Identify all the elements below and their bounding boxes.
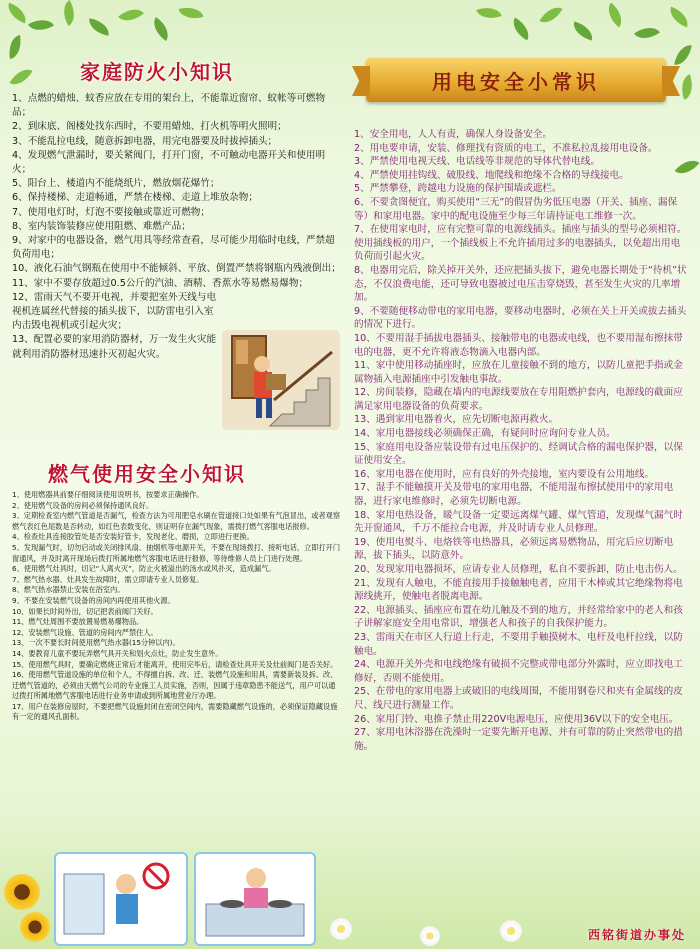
list-item: 23、雷雨天在市区人行道上行走，不要用手触摸树木、电杆及电杆拉线，以防触电。 (354, 631, 683, 657)
fire-title: 家庭防火小知识 (80, 60, 234, 84)
list-item: 9、对家中的电器设备，燃气用具等经常查看，尽可能少用临时电线，严禁超负荷用电； (12, 235, 335, 261)
list-item: 9、不要随便移动带电的家用电器，要移动电器时，必须在关上开关或拔去插头的情况下进行。 (354, 305, 687, 331)
list-item: 17、湿手不能触摸开关及带电的家用电器，不能用湿布擦拭使用中的家用电器，进行家电维修时，必须先切断电源。 (354, 482, 674, 508)
list-item: 2、用电要申请，安装、修理找有资质的电工，不准私拉乱接用电设备。 (354, 142, 658, 154)
list-item: 22、电源插头、插座应布置在幼儿触及不到的地方，并经常给家中的老人和孩子讲解家庭安全用电常识，增强老人和孩子的自我保护能力。 (354, 604, 683, 630)
list-item: 3、不能乱拉电线，随意拆卸电器，用完电器要及时拔掉插头； (12, 135, 278, 147)
list-item: 5、严禁攀登，跨越电力设施的保护围墙或遮栏。 (354, 183, 562, 195)
list-item: 27、家用电沐浴器在洗澡时一定要先断开电源、并有可靠的防止突然带电的措施。 (354, 727, 683, 752)
list-item: 4、检查灶具连接胶管处是否安装好管卡，发现老化、磨损，立即进行更换。 (12, 532, 254, 542)
footer-organization: 西铭街道办事处 (587, 928, 686, 942)
list-item: 8、电器用完后，除关掉开关外，还应把插头拔下，避免电器长期处于“待机”状态，不仅浪费电能，还可导致电器被过电压击穿烧毁，甚至发生火灾的几率增加。 (354, 264, 687, 304)
list-item: 1、安全用电，人人有责，确保人身设备安全。 (354, 129, 552, 140)
gas-list (12, 490, 342, 723)
stairs-illustration (222, 330, 340, 430)
list-item: 10、不要用湿手插拔电器插头、接触带电的电器或电线，也不要用湿布擦抹带电的电器，更不允许将液态物滴入电器内部。 (354, 332, 683, 358)
fire-list (12, 92, 342, 362)
elec-title: 用电安全小常识 (432, 69, 600, 94)
list-item: 5、发现漏气时，切勿启动或关闭排风扇、抽烟机等电源开关，不要在现场拨打、接听电话，立即打开门窗通风，并及时离开现场后拨打所属地燃气客服电话进行报修，等待维修人员上门进行处理。 (12, 542, 341, 563)
list-item: 7、使用电灯时，灯泡不要接触或靠近可燃物； (12, 206, 210, 218)
list-item: 2、到床底、阁楼处找东西时，不要用蜡烛、打火机等明火照明； (12, 121, 287, 133)
list-item: 11、燃气灶周围不要放置易燃易爆物品。 (12, 617, 144, 627)
list-item: 9、不要在安装燃气设备的房间内再使用其他火源。 (12, 595, 175, 605)
list-item: 13、配置必要的家用消防器材，万一发生火灾能就利用消防器材迅速扑灭初起火灾。 (12, 334, 217, 360)
list-item: 10、如果长时间外出，切记把表前阀门关好。 (12, 606, 158, 616)
elec-title-banner (366, 58, 666, 102)
list-item: 14、要教育儿童不要玩弄燃气具开关和划火点灶，防止发生意外。 (12, 648, 223, 658)
list-item: 16、家用电器在使用时，应有良好的外壳接地，室内要设有公用地线。 (354, 468, 655, 480)
list-item: 16、使用燃气管道设施的单位和个人，不得擅自拆、改、迁、装燃气设施和用具，需要新装及拆、改、迁燃气管道的，必须由天燃气公司的专业施工人员实施，否则，因属于违章隐患不能送气，用户可以通过拨打所属地燃气客服电话进行业务申请或到所属地营业厅办理。 (12, 670, 338, 701)
list-item: 6、保持楼梯、走道畅通，严禁在楼梯、走道上堆放杂物； (12, 192, 258, 204)
list-item: 3、严禁使用电视天线、电话线等非规范的导体代替电线。 (354, 156, 600, 168)
list-item: 11、家中不要存放超过0.5公斤的汽油、酒精、香蕉水等易燃易爆物； (12, 277, 309, 289)
list-item: 12、房间装修，隐藏在墙内的电源线要放在专用阻燃护套内，电源线的截面应满足家用电器设备的负荷要求。 (354, 387, 683, 412)
list-item: 1、点燃的蜡烛、蚊香应放在专用的架台上，不能靠近窗帘、蚊帐等可燃物品； (12, 93, 326, 119)
list-item: 2、使用燃气设备的房间必须保持通风良好。 (12, 500, 154, 510)
list-item: 8、燃气热水器禁止安装在浴室内。 (12, 585, 125, 595)
list-item: 7、在使用家电时，应有完整可靠的电源线插头。插座与插头的型号必须相符。使用插线板的用户，一个插线板上不允许插用过多的电器插头，以免超出用电负荷而引起火灾。 (354, 224, 687, 263)
list-item: 18、家用电热设备，暖气设备一定要远离煤气罐、煤气管道，发现煤气漏气时先开窗通风，千万不能拉合电源，并及时请专业人员修理。 (354, 509, 683, 535)
list-item: 15、家庭用电设备应装设带有过电压保护的、经调试合格的漏电保护器，以保证使用安全。 (354, 441, 683, 467)
list-item: 25、在带电的家用电器上或破旧的电线周围，不能用钢卷尺和夹有金属线的皮尺、线尺进行测量工作。 (354, 686, 683, 711)
list-item: 13、遇到家用电器着火，应先切断电源再救火。 (354, 414, 559, 426)
gas-title: 燃气使用安全小知识 (48, 462, 246, 486)
list-item: 3、定期检查室内燃气管道是否漏气，检查方法为可用肥皂水刷在管道接口处如果有气泡冒出，或者观察燃气表红色尾数是否转动，如红色表数变化，则证明存在漏气现象，需拨打燃气客服电话报修。 (12, 511, 341, 531)
list-item: 11、家中使用移动插座时，应放在儿童接触不到的地方，以防儿童把手指或金属物插入电源插座中引发触电事故。 (354, 360, 683, 385)
list-item: 12、雷雨天气不要开电视，并要把室外天线与电视机连属丝代替接的插头拔下，以防雷电引入室内击毁电视机或引起火灾； (12, 291, 217, 332)
list-item: 12、安装燃气设施、管道的房间内严禁住人。 (12, 627, 158, 637)
list-item: 15、使用燃气具时，要确定燃烧正常后才能离开，使用完毕后，请检查灶具开关及灶前阀门是否关好。 (12, 659, 338, 669)
list-item: 17、用户在装修房屋时，不要把燃气设施封闭在密闭空间内，需要隐藏燃气设施的，必须保证隐藏设施有一定的通风孔面积。 (12, 701, 338, 722)
list-item: 26、家用门铃、电推子禁止用220V电源电压，应使用36V以下的安全电压。 (354, 713, 679, 725)
list-item: 6、使用燃气灶具时，切记“人离火灭”，防止火被溢出的汤水或风扑灭，造成漏气。 (12, 564, 276, 574)
list-item: 21、发现有人触电，不能直接用手接触触电者，应用干木棒或其它绝缘物将电源线挑开，使触电者脱离电源。 (354, 577, 683, 603)
list-item: 13、一次不要长时间使用燃气热水器(15分钟以内)。 (12, 638, 180, 648)
list-item: 10、液化石油气钢瓶在使用中不能倾斜、平放、倒置严禁将钢瓶内残液倒出； (12, 263, 341, 275)
gas-illustration-right (194, 852, 316, 946)
list-item: 24、电源开关外壳和电线绝缘有破损不完整或带电部分外露时，应立即找电工修好，否则不能使用。 (354, 659, 683, 684)
elec-list (354, 128, 688, 753)
list-item: 5、阳台上、楼道内不能烧纸片，燃放烟花爆竹； (12, 178, 220, 190)
list-item: 14、家用电器接线必须确保正确，有疑问时应询问专业人员。 (354, 428, 616, 440)
list-item: 8、室内装饰装修应使用阻燃、难燃产品； (12, 220, 191, 232)
list-item: 19、使用电熨斗、电烙铁等电热器具，必须远离易燃物品，用完后应切断电源，拔下插头，以防意外。 (354, 536, 674, 562)
list-item: 4、严禁使用挂钩线、破股线、地爬线和绝缘不合格的导线接电。 (354, 169, 629, 181)
gas-illustration-left (54, 852, 188, 946)
list-item: 6、不要贪图便宜，购买使用“三无”的假冒伪劣低压电器（开关、插座、漏保等）和家用电器。家中的配电设施至少每三年请持证电工维修一次。 (354, 196, 678, 222)
list-item: 1、使用燃器具前要仔细阅读使用说明书，按要求正确操作。 (12, 490, 204, 499)
list-item: 20、发现家用电器损坏，应请专业人员修理，私自不要拆卸，防止电击伤人。 (354, 564, 683, 575)
list-item: 4、发现燃气泄漏时，要关紧阀门，打开门窗，不可触动电器开关和使用明火； (12, 149, 326, 176)
list-item: 7、燃气热水器、灶具发生故障时，需立即请专业人员修复。 (12, 574, 204, 584)
